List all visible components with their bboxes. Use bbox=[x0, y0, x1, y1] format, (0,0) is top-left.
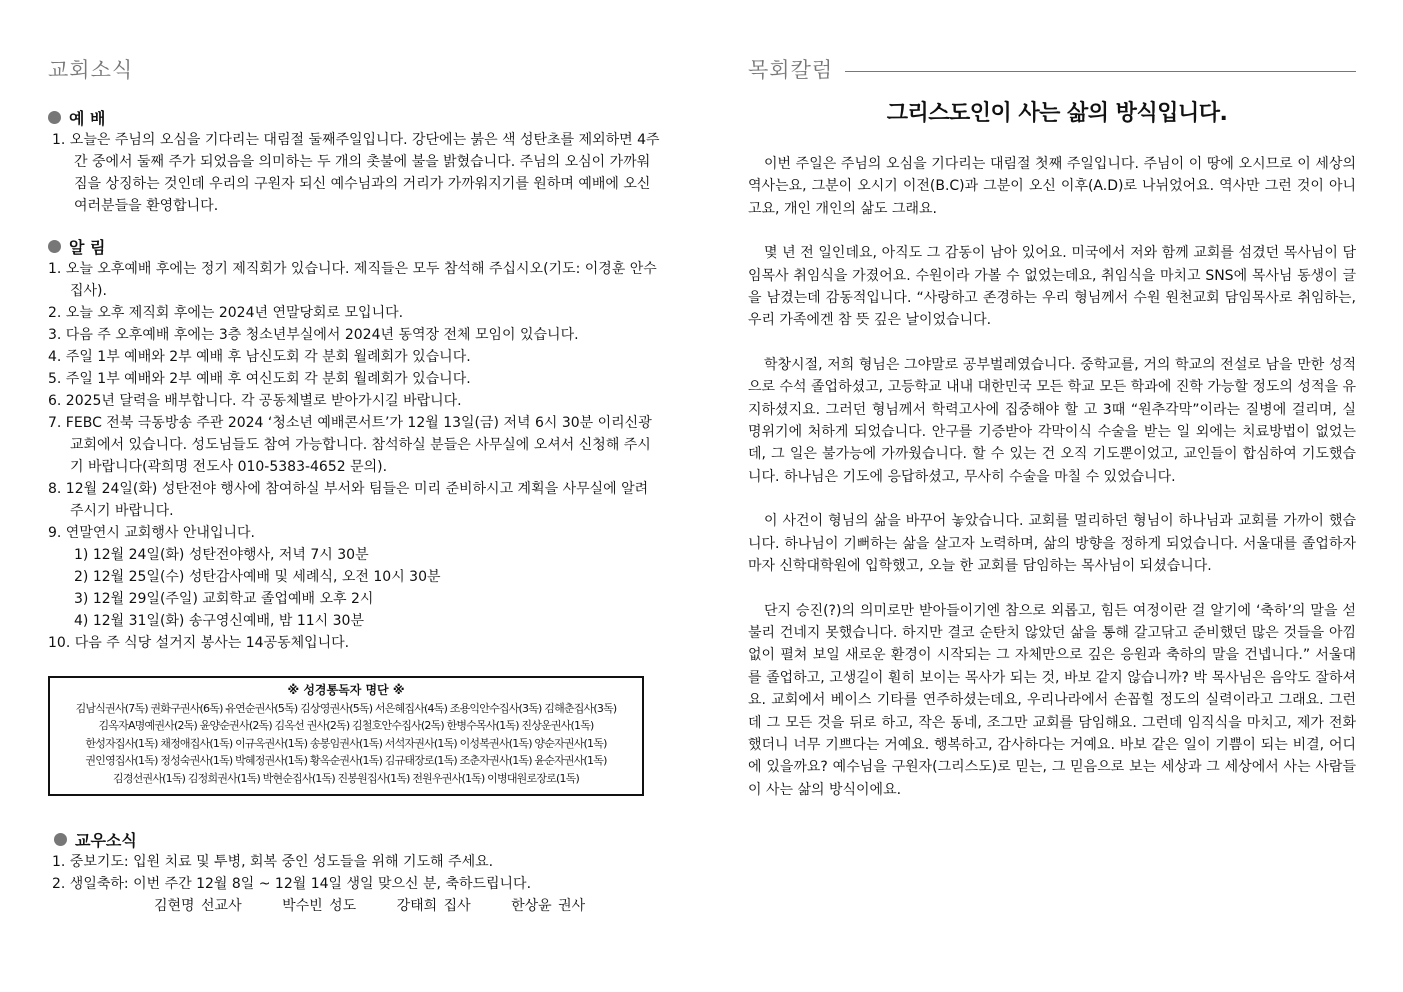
bullet-dot-icon bbox=[48, 240, 61, 253]
essay-paragraph: 이 사건이 형님의 삶을 바꾸어 놓았습니다. 교회를 멀리하던 형님이 하나님과 교회를 가까이 했습니다. 하나님이 기뻐하는 삶을 살고자 노력하며, 삶의 방향을 정하게 되었습니다. 서울대를 졸업하자마자 신학대학원에 입학했고, 오늘 한 교회를 담임하는 목사님이 되셨습니다. bbox=[748, 513, 1356, 575]
birthday-name: 한상윤 권사 bbox=[511, 897, 586, 914]
notice-item: 4. 주일 1부 예배와 2부 예배 후 남신도회 각 분회 월례회가 있습니다. bbox=[48, 349, 471, 365]
members-heading bbox=[54, 828, 660, 851]
bible-reader-line: 김옥자A명예권사(2독) 윤양순권사(2독) 김옥선 권사(2독) 김철호안수집사(2독) 한병수목사(1독) 진상운권사(1독) bbox=[98, 719, 594, 733]
church-news-heading: 교회소식 bbox=[48, 58, 134, 82]
bible-reader-line: 권인영집사(1독) 정성숙권사(1독) 박혜정권사(1독) 황옥순권사(1독) 김규태장로(1독) 조춘자권사(1독) 윤순자권사(1독) bbox=[85, 754, 607, 768]
notice-item: 3. 다음 주 오후예배 후에는 3층 청소년부실에서 2024년 동역장 전체 모임이 있습니다. bbox=[48, 327, 579, 343]
notice-item: 8. 12월 24일(화) 성탄전야 행사에 참여하실 부서와 팀들은 미리 준비하시고 계획을 사무실에 알려주시기 바랍니다. bbox=[48, 481, 649, 519]
event-item: 2) 12월 25일(수) 성탄감사예배 및 세례식, 오전 10시 30분 bbox=[74, 569, 441, 585]
notice-item: 5. 주일 1부 예배와 2부 예배 후 여신도회 각 분회 월례회가 있습니다. bbox=[48, 371, 471, 387]
notice-item: 7. FEBC 전북 극동방송 주관 2024 ‘청소년 예배콘서트’가 12월 13일(금) 저녁 6시 30분 이리신광교회에서 있습니다. 성도님들도 참여 가능합니다. 참석하실 분들은 사무실에 오셔서 신청해 주시기 바랍니다(곽희명 전도사 010-5383-4652 문의). bbox=[48, 415, 652, 475]
bullet-dot-icon bbox=[54, 833, 67, 846]
event-item: 4) 12월 31일(화) 송구영신예배, 밤 11시 30분 bbox=[74, 613, 364, 629]
notice-item: 10. 다음 주 식당 설거지 봉사는 14공동체입니다. bbox=[48, 635, 350, 651]
notices-title: 알 림 bbox=[69, 238, 106, 257]
worship-item: 1. 오늘은 주님의 오심을 기다리는 대림절 둘째주일입니다. 강단에는 붉은 색 성탄초를 제외하면 4주간 중에서 둘째 주가 되었음을 의미하는 두 개의 촛불에 불을 밝혔습니다. 주님의 오심이 가까워짐을 상징하는 것인데 우리의 구원자 되신 예수님과의 거리가 가까워지기를 원하며 예배에 오신 여러분들을 환영합니다. bbox=[52, 132, 660, 214]
essay-paragraph: 이번 주일은 주님의 오심을 기다리는 대림절 첫째 주일입니다. 주님이 이 땅에 오시므로 이 세상의 역사는요, 그분이 오시기 이전(B.C)과 그분이 오신 이후(A.D)로 나뉘었어요. 역사만 그런 것이 아니고요, 개인 개인의 삶도 그래요. bbox=[748, 156, 1356, 217]
pastor-column bbox=[748, 54, 1356, 801]
essay-paragraph: 학창시절, 저희 형님은 그야말로 공부벌레였습니다. 중학교를, 거의 학교의 전설로 남을 만한 성적으로 수석 졸업하셨고, 고등학교 내내 대한민국 모든 학교 모든 학과에 진학 가능할 정도의 성적을 유지하셨지요. 그러던 형님께서 학력고사에 집중해야 할 고 3때 “원추각막”이라는 질병에 걸리며, 실명위기에 처하게 되었습니다. 안구를 기증받아 각막이식 수술을 받는 일 외에는 치료방법이 없었는데, 그 일은 불가능에 가까웠습니다. 할 수 있는 건 오직 기도뿐이었고, 교인들이 합심하여 기도했습니다. 하나님은 기도에 응답하셨고, 무사히 수술을 마칠 수 있었습니다. bbox=[748, 356, 1356, 485]
event-item: 3) 12월 29일(주일) 교회학교 졸업예배 오후 2시 bbox=[74, 591, 374, 607]
worship-title: 예 배 bbox=[69, 109, 106, 128]
worship-heading bbox=[48, 106, 660, 129]
notice-item: 6. 2025년 달력을 배부합니다. 각 공동체별로 받아가시길 바랍니다. bbox=[48, 393, 462, 409]
members-title: 교우소식 bbox=[75, 830, 137, 850]
bible-reader-box bbox=[48, 676, 644, 796]
notices-heading bbox=[48, 235, 660, 258]
notice-item: 9. 연말연시 교회행사 안내입니다. bbox=[48, 525, 255, 541]
notice-item: 1. 오늘 오후예배 후에는 정기 제직회가 있습니다. 제직들은 모두 참석해 주십시오(기도: 이경훈 안수집사). bbox=[48, 261, 657, 299]
pastor-column-header bbox=[748, 54, 1356, 84]
bible-reader-line: 김경선권사(1독) 김정희권사(1독) 박현순집사(1독) 진봉원집사(1독) 전원우권사(1독) 이병대원로장로(1독) bbox=[113, 771, 579, 785]
birthday-name: 박수빈 성도 bbox=[282, 897, 357, 914]
birthday-names bbox=[48, 895, 660, 917]
bullet-dot-icon bbox=[48, 111, 61, 124]
member-item: 2. 생일축하: 이번 주간 12월 8일 ~ 12월 14일 생일 맞으신 분, 축하드립니다. bbox=[52, 875, 532, 892]
event-item: 1) 12월 24일(화) 성탄전야행사, 저녁 7시 30분 bbox=[74, 547, 369, 563]
notice-item: 2. 오늘 오후 제직회 후에는 2024년 연말당회로 모입니다. bbox=[48, 305, 404, 321]
essay-title: 그리스도인이 사는 삶의 방식입니다. bbox=[886, 101, 1228, 126]
birthday-name: 김현명 선교사 bbox=[154, 897, 242, 914]
church-news-column bbox=[48, 54, 660, 917]
header-rule bbox=[845, 71, 1356, 72]
essay-paragraph: 몇 년 전 일인데요, 아직도 그 감동이 남아 있어요. 미국에서 저와 함께 교회를 섬겼던 목사님이 담임목사 취임식을 가졌어요. 수원이라 가볼 수 없었는데요, 취임식을 마치고 SNS에 목사님 동생이 글을 남겼는데 감동적입니다. “사랑하고 존경하는 우리 형님께서 수원 원천교회 담임목사로 취임하는, 우리 가족에겐 참 뜻 깊은 날이었습니다. bbox=[748, 245, 1356, 329]
bible-reader-line: 한성자집사(1독) 채정애집사(1독) 이규옥권사(1독) 송봉임권사(1독) 서석자권사(1독) 이성복권사(1독) 양순자권사(1독) bbox=[85, 736, 607, 750]
essay-paragraph: 단지 승진(?)의 의미로만 받아들이기엔 참으로 외롭고, 힘든 여정이란 걸 알기에 ‘축하’의 말을 섣불리 건네지 못했습니다. 하지만 결코 순탄치 않았던 삶을 통해 갈고닦고 준비했던 많은 것들을 아낌없이 펼쳐 보일 새로운 환경이 시작되는 그 자체만으로 깊은 응원과 축하의 말을 건넵니다.” 서울대를 졸업하고, 고생길이 훤히 보이는 목사가 되는 것, 바보 같지 않습니까? 박 목사님은 음악도 잘하셔요. 교회에서 베이스 기타를 연주하셨는데요, 우리나라에서 손꼽힐 정도의 실력이라고 그래요. 그런데 그 모든 것을 뒤로 하고, 작은 동네, 조그만 교회를 담임해요. 그런데 임직식을 마치고, 제가 전화했더니 너무 기쁘다는 거예요. 행복하고, 감사하다는 거예요. 바보 같은 일이 기쁨이 되는 비결, 어디에 있을까요? 예수님을 구원자(그리스도)로 믿는, 그 믿음으로 보는 세상과 그 세상에서 사는 사람들이 사는 삶의 방식이에요. bbox=[748, 602, 1356, 798]
bible-reader-line: 김남식권사(7독) 권화구권사(6독) 유연순권사(5독) 김상영권사(5독) 서은혜집사(4독) 조용익안수집사(3독) 김해춘집사(3독) bbox=[75, 701, 617, 715]
pastor-column-heading: 목회칼럼 bbox=[748, 58, 834, 82]
birthday-name: 강태희 집사 bbox=[396, 897, 471, 914]
member-item: 1. 중보기도: 입원 치료 및 투병, 회복 중인 성도들을 위해 기도해 주세요. bbox=[52, 853, 494, 870]
bible-reader-title: ※ 성경통독자 명단 ※ bbox=[287, 683, 405, 697]
